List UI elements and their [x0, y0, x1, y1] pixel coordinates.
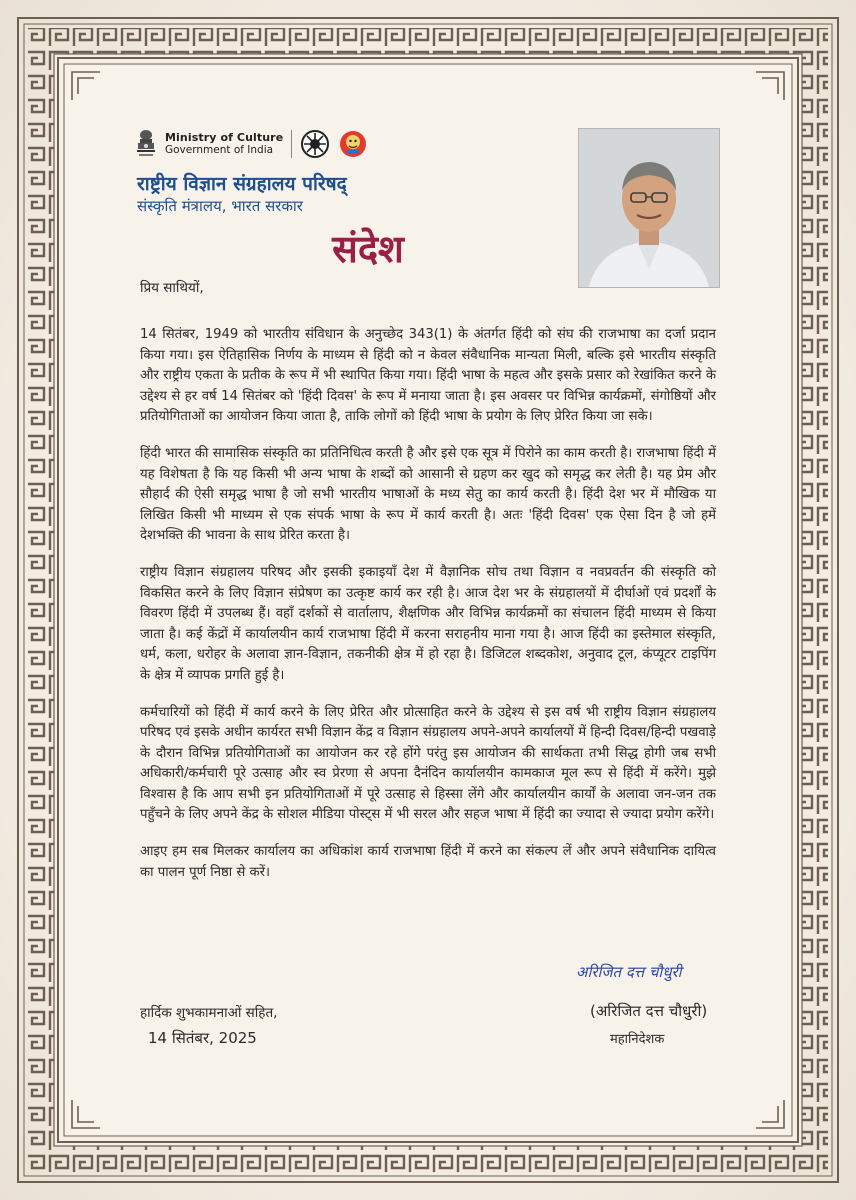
mascot-logo-icon: [338, 129, 368, 159]
paragraph-1: 14 सितंबर, 1949 को भारतीय संविधान के अनुच्छेद 343(1) के अंतर्गत हिंदी को संघ की राजभाषा का दर्जा प्रदान किया गया। इस ऐतिहासिक निर्णय के माध्यम से हिंदी को न केवल संवैधानिक मान्यता मिली, बल्कि इसे भारतीय संस्कृति और राष्ट्रीय एकता के प्रतीक के रूप में भी स्थापित किया गया। हिंदी भाषा के महत्व और इसके प्रसार को रेखांकित करने के उद्देश्य से हर वर्ष 14 सितंबर को 'हिंदी दिवस' के रूप में मनाया जाता है। इस अवसर पर विभिन्न कार्यक्रमों, संगोष्ठियों और प्रतियोगिताओं का आयोजन किया जाता है, ताकि लोगों को हिंदी भाषा के प्रयोग के लिए प्रेरित किया जा सके।: [140, 327, 716, 425]
page-title: [0, 222, 856, 274]
ministry-line1: Ministry of Culture: [165, 131, 284, 144]
org-title: राष्ट्रीय विज्ञान संग्रहालय परिषद्: [137, 173, 347, 195]
signer-name: (अरिजित दत्त चौधुरी): [590, 1002, 708, 1020]
paragraph-4: कर्मचारियों को हिंदी में कार्य करने के लिए प्रेरित और प्रोत्साहित करने के उद्देश्य से इस वर्ष भी राष्ट्रीय विज्ञान संग्रहालय परिषद एवं इसके अधीन कार्यरत सभी विज्ञान केंद्र व विज्ञान संग्रहालय अपने-अपने कार्यालयों में हिन्दी दिवस/हिन्दी पखवाड़े के दौरान विभिन्न प्रतियोगिताओं का आयोजन कर रहे होंगे परंतु इस आयोजन की सार्थकता तभी सिद्ध होगी जब सभी अधिकारी/कर्मचारी पूरे उत्साह और स्व प्रेरणा से अपना दैनंदिन कार्यालयीन कामकाज मूल रूप से हिंदी में करेंगे। मुझे विश्वास है कि आप सभी इन प्रतियोगिताओं में पूरे उत्साह से हिस्सा लेंगे और कार्यालयीन कार्यों के अलावा जन-जन तक पहुँचने के लिए अपने केंद्र के सोशल मीडिया पोस्ट्स में भी सरल और सहज भाषा में हिंदी का ज्यादा से ज्यादा प्रयोग करेंगे।: [140, 704, 716, 823]
letter-date: 14 सितंबर, 2025: [148, 1029, 257, 1047]
letter-body: [140, 325, 716, 899]
heading-text: संदेश: [332, 227, 404, 271]
paragraph-5: आइए हम सब मिलकर कार्यालय का अधिकांश कार्य राजभाषा हिंदी में करने का संकल्प लें और अपने संवैधानिक दायित्व का पालन पूर्ण निष्ठा से करें।: [140, 844, 716, 880]
ncsm-logo-icon: [300, 129, 330, 159]
org-subtitle: संस्कृति मंत्रालय, भारत सरकार: [137, 197, 303, 215]
portrait-illustration: [579, 129, 719, 287]
ashoka-emblem-icon: [135, 128, 157, 160]
closing-text: हार्दिक शुभकामनाओं सहित,: [140, 1005, 278, 1021]
ministry-line2: Government of India: [165, 144, 274, 156]
logo-divider: [291, 130, 292, 158]
ministry-text: [165, 131, 283, 157]
handwritten-signature: अरिजित दत्त चौधुरी: [576, 963, 682, 981]
signer-designation: महानिदेशक: [610, 1032, 665, 1047]
paragraph-3: राष्ट्रीय विज्ञान संग्रहालय परिषद और इसकी इकाइयाँ देश में वैज्ञानिक सोच तथा विज्ञान व नवप्रवर्तन की संस्कृति को विकसित करने के लिए विज्ञान संप्रेषण का उत्कृष्ट कार्य कर रही है। आज देश भर के संग्रहालयों में दीर्घाओं एवं प्रदर्शों के विवरण हिंदी में उपलब्ध हैं। वहाँ दर्शकों से वार्तालाप, शैक्षणिक और विभिन्न कार्यक्रमों का संचालन हिंदी माध्यम से किया जाता है। कई केंद्रों में कार्यालयीन कार्य राजभाषा हिंदी में करना सराहनीय माना गया है। आज हिंदी का इस्तेमाल संस्कृति, धर्म, कला, धरोहर के अलावा ज्ञान-विज्ञान, तकनीकी क्षेत्र में हो रहा है। डिजिटल शब्दकोश, अनुवाद टूल, कंप्यूटर टाइपिंग के क्षेत्र में व्यापक प्रगति हुई है।: [140, 564, 716, 683]
logo-row: [135, 128, 368, 160]
paragraph-2: हिंदी भारत की सामासिक संस्कृति का प्रतिनिधित्व करती है और इसे एक सूत्र में पिरोने का काम करती है। राजभाषा हिंदी में यह विशेषता है कि यह किसी भी अन्य भाषा के शब्दों को आसानी से ग्रहण कर खुद को समृद्ध कर लेती है। यह प्रेम और सौहार्द की ऐसी समृद्ध भाषा है जो सभी भारतीय भाषाओं के मध्य सेतु का कार्य करती है। हिंदी देश भर में मौखिक या लिखित किसी भी माध्यम से एक संपर्क भाषा के रूप में कार्य करती है। अतः 'हिंदी दिवस' एक ऐसा दिन है जो हमें देशभक्ति की भावना के साथ प्रेरित करता है।: [140, 445, 716, 544]
portrait-photo: [578, 128, 720, 288]
greeting: प्रिय साथियों,: [140, 280, 204, 296]
